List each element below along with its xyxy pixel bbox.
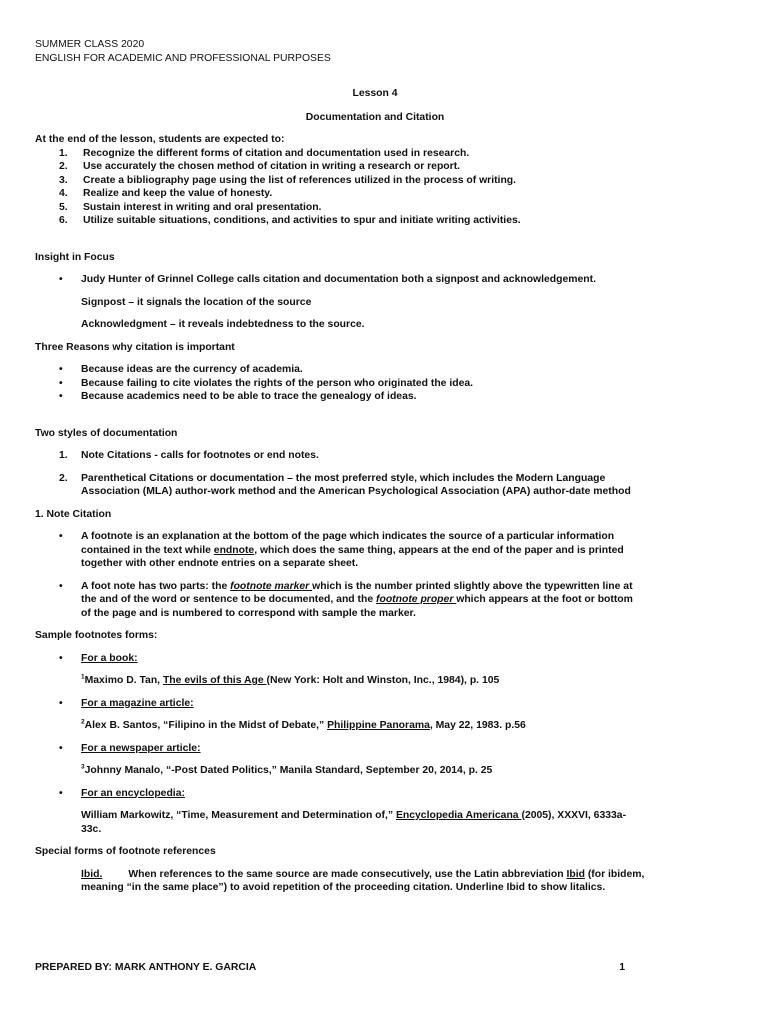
sample-book — [35, 652, 715, 666]
acknowledgment-definition: Acknowledgment – it reveals indebtedness to the source. — [81, 319, 365, 330]
header-line-2: ENGLISH FOR ACADEMIC AND PROFESSIONAL PURPOSES — [35, 52, 331, 64]
list-item: • Because academics need to be able to trace the genealogy of ideas. — [35, 390, 715, 404]
page-footer — [35, 962, 625, 973]
sample-encyclopedia-entry: William Markowitz, “Time, Measurement and Determination of,” Encyclopedia Americana (2005), XXXVI, 6333a- 33c. — [81, 810, 627, 835]
list-item: 5. Sustain interest in writing and oral presentation. — [59, 201, 322, 213]
sample-magazine-entry: $^2$Alex B. Santos, “Filipino in the Midst of Debate,” Philippine Panorama, May 22, 1983. p.56 — [81, 718, 526, 731]
note-citation-list — [35, 530, 715, 571]
list-item: 1. Note Citations - calls for footnotes or end notes. — [59, 450, 319, 461]
page-number: 1 — [619, 962, 625, 973]
header-line-1: SUMMER CLASS 2020 — [35, 39, 145, 50]
bullet-icon — [35, 530, 81, 571]
bullet-icon — [35, 363, 81, 377]
note-citation-heading: 1. Note Citation — [35, 508, 112, 520]
note-citation-list-2 — [35, 580, 715, 621]
sample-magazine — [35, 697, 715, 711]
list-item: • For a book: — [35, 652, 715, 666]
bullet-icon — [35, 742, 81, 756]
list-item: 2. Use accurately the chosen method of citation in writing a research or report. — [59, 161, 461, 172]
ibid-paragraph: Ibid. When references to the same source are made consecutively, use the Latin abbreviation Ibid (for ibidem, meaning “in the same place”) to avoid repetition of the proceeding citation. Underline Ibid to show litalics. — [81, 868, 645, 893]
bullet-icon — [35, 580, 81, 621]
bullet-icon — [35, 697, 81, 711]
bullet-icon — [35, 273, 81, 287]
special-forms-heading: Special forms of footnote references — [35, 846, 216, 857]
prepared-by: PREPARED BY: MARK ANTHONY E. GARCIA — [35, 962, 257, 973]
reasons-list — [35, 363, 715, 404]
list-item: • Judy Hunter of Grinnel College calls citation and documentation both a signpost and acknowledgement. — [35, 273, 715, 287]
list-item: • For an encyclopedia: — [35, 787, 715, 801]
document-page — [35, 38, 715, 895]
list-item: 4. Realize and keep the value of honesty. — [59, 188, 273, 199]
sample-newspaper-entry: $^3$Johnny Manalo, “-Post Dated Politics,” Manila Standard, September 20, 2014, p. 25 — [81, 763, 493, 776]
insight-heading: Insight in Focus — [35, 251, 115, 263]
list-item: 3. Create a bibliography page using the list of references utilized in the process of writing. — [59, 174, 517, 186]
list-item: • Because ideas are the currency of academia. — [35, 363, 715, 377]
list-item: 1. Recognize the different forms of citation and documentation used in research. — [59, 147, 470, 159]
reasons-heading: Three Reasons why citation is important — [35, 341, 235, 353]
bullet-icon — [35, 377, 81, 391]
objectives-list — [35, 147, 715, 228]
bullet-icon — [35, 652, 81, 666]
sample-newspaper — [35, 742, 715, 756]
bullet-icon — [35, 390, 81, 404]
list-item: • Because failing to cite violates the rights of the person who originated the idea. — [35, 377, 715, 391]
samples-heading: Sample footnotes forms: — [35, 630, 158, 641]
list-item: • A foot note has two parts: the footnote marker which is the number printed slightly above the typewritten line at the and of the word or sentence to be documented, and the footnote proper which appears at the foot or bottom of the page and is numbered to correspond with sample the marker. — [35, 580, 715, 621]
list-item: 6. Utilize suitable situations, conditions, and activities to spur and initiate writing activities. — [59, 215, 521, 226]
lesson-number: Lesson 4 — [352, 88, 398, 99]
signpost-definition: Signpost – it signals the location of the source — [81, 296, 312, 308]
styles-heading: Two styles of documentation — [35, 427, 178, 439]
list-item: • For a magazine article: — [35, 697, 715, 711]
page-title: Documentation and Citation — [305, 111, 445, 123]
insight-list — [35, 273, 715, 287]
sample-encyclopedia — [35, 787, 715, 801]
sample-book-entry: $^1$Maximo D. Tan, The evils of this Age (New York: Holt and Winston, Inc., 1984), p. 105 — [81, 673, 500, 686]
list-item: • A footnote is an explanation at the bottom of the page which indicates the source of a particular information contained in the text while endnote, which does the same thing, appears at the end of the paper and is printed together with other endnote entries on a separate sheet. — [35, 530, 715, 571]
list-item: 2. Parenthetical Citations or documentation – the most preferred style, which includes the Modern Language Association (MLA) author-work method and the American Psychological Association (APA) author-date method — [59, 472, 631, 497]
objectives-intro: At the end of the lesson, students are expected to: — [35, 134, 285, 145]
bullet-icon — [35, 787, 81, 801]
list-item: • For a newspaper article: — [35, 742, 715, 756]
